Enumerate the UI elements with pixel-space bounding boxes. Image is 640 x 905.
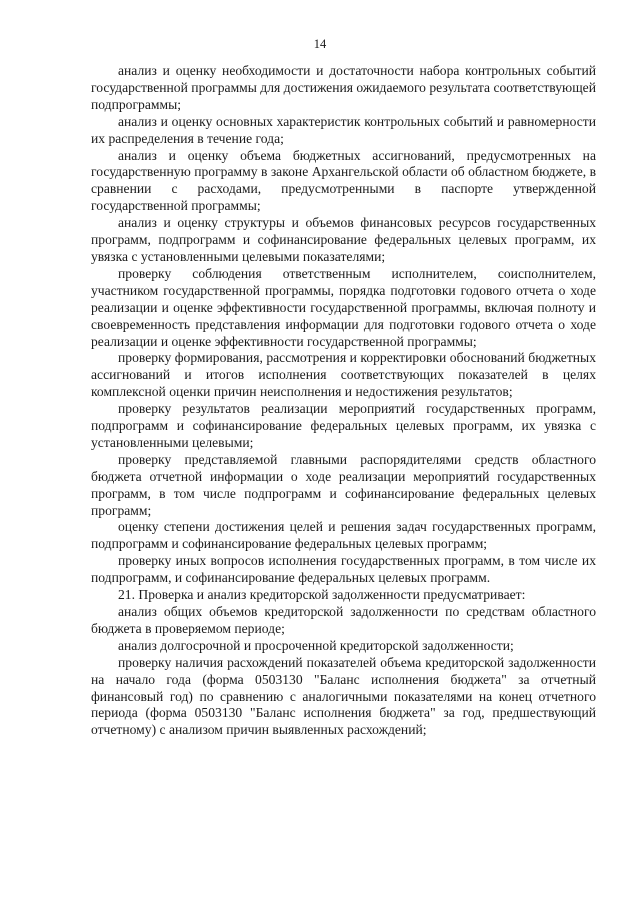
paragraph-results-check: проверку результатов реализации мероприятий государственных программ, подпрограмм и софинансирование федеральных целевых программ, их увязка с установленными целевыми; — [91, 401, 596, 450]
paragraph-goals-assessment: оценку степени достижения целей и решения задач государственных программ, подпрограмм и софинансирование федеральных целевых программ; — [91, 519, 596, 552]
paragraph-financial-resources: анализ и оценку структуры и объемов финансовых ресурсов государственных программ, подпрограмм и софинансирование федеральных целевых программ, их увязка с установленными целевыми показателями; — [91, 215, 596, 264]
paragraph-payables-discrepancies: проверку наличия расхождений показателей объема кредиторской задолженности на начало года (форма 0503130 "Баланс исполнения бюджета" за отчетный финансовый год) по сравнению с аналогичными показателями на конец отчетного периода (форма 0503130 "Баланс исполнения бюджета" за год, предшествующий отчетному) с анализом причин выявленных расхождений; — [91, 654, 596, 738]
paragraph-budget-allocations: анализ и оценку объема бюджетных ассигнований, предусмотренных на государственную программу в законе Архангельской области об областном бюджете, в сравнении с расходами, предусмотренными в паспорте утвержденной государственной программы; — [91, 147, 596, 214]
paragraph-reporting-info-check: проверку представляемой главными распорядителями средств областного бюджета отчетной информации о ходе реализации мероприятий государственных программ, в том числе подпрограмм и софинансирование федеральных целевых программ; — [91, 451, 596, 518]
paragraph-total-payables: анализ общих объемов кредиторской задолженности по средствам областного бюджета в проверяемом периоде; — [91, 604, 596, 636]
paragraph-annual-report-check: проверку соблюдения ответственным исполнителем, соисполнителем, участником государственной программы, порядка подготовки годового отчета о ходе реализации и оценке эффективности государственной программы, включая полноту и своевременность представления информации для подготовки годового отчета о ходе реализации и оценке эффективности государственной программы; — [91, 265, 596, 349]
paragraph-long-term-payables: анализ долгосрочной и просроченной кредиторской задолженности; — [118, 637, 514, 653]
paragraph-control-events-set: анализ и оценку необходимости и достаточности набора контрольных событий государственной программы для достижения ожидаемого результата соответствующей подпрограммы; — [91, 63, 596, 112]
paragraph-control-events-distribution: анализ и оценку основных характеристик контрольных событий и равномерности их распределения в течение года; — [91, 113, 596, 146]
document-body — [91, 63, 596, 739]
page-number: 14 — [313, 37, 327, 51]
paragraph-section-21-heading: 21. Проверка и анализ кредиторской задолженности предусматривает: — [118, 587, 526, 603]
paragraph-budget-justification-check: проверку формирования, рассмотрения и корректировки обоснований бюджетных ассигнований и итогов исполнения соответствующих показателей в целях комплексной оценки причин неисполнения и недостижения результатов; — [91, 350, 596, 400]
paragraph-other-issues-check: проверку иных вопросов исполнения государственных программ, в том числе их подпрограмм, и софинансирование федеральных целевых программ. — [91, 553, 596, 586]
